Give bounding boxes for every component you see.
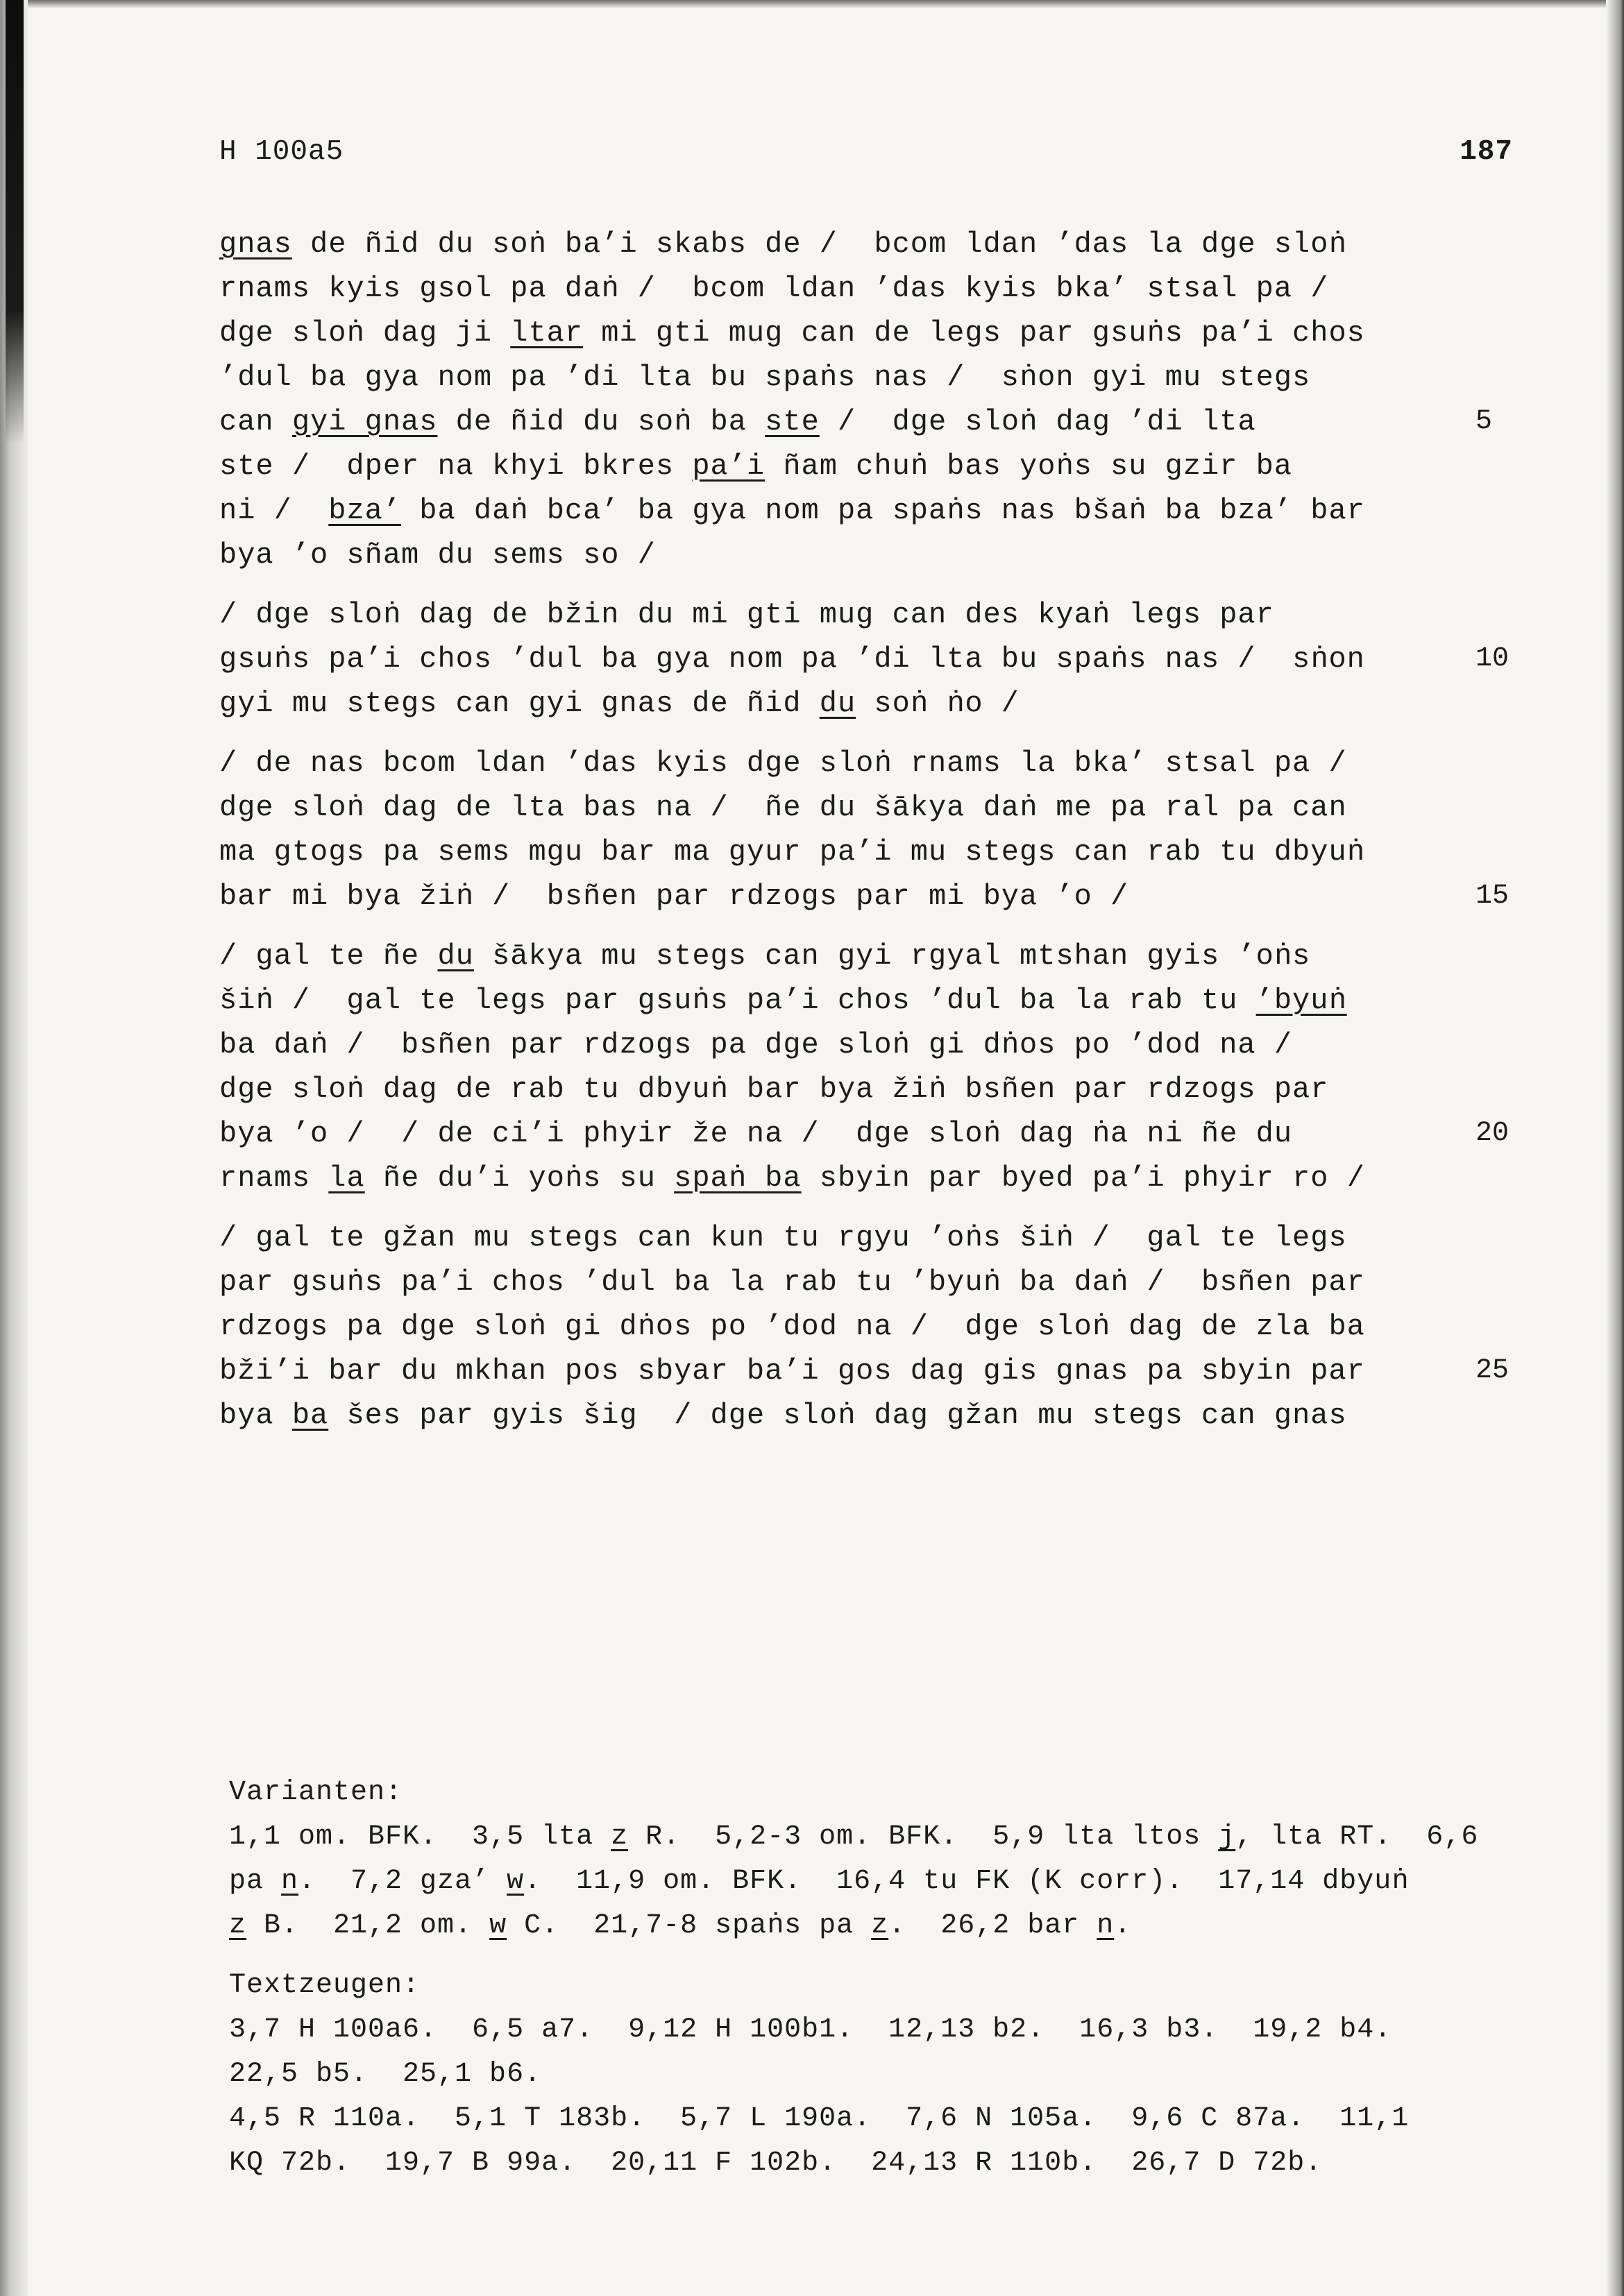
underlined-text: gnas bbox=[219, 228, 292, 261]
text-segment: bži’i bar du mkhan pos sbyar ba’i gos dag gis gnas pa sbyin par bbox=[219, 1354, 1365, 1388]
apparatus-line bbox=[229, 2052, 1513, 2097]
text-segment: bar mi bya žiṅ / bsñen par rdzogs par mi bya ’o / bbox=[219, 880, 1129, 913]
text-line bbox=[219, 1023, 1399, 1067]
line-number: 10 bbox=[1475, 643, 1509, 674]
text-line bbox=[219, 681, 1399, 726]
page-siglum: H 100a5 bbox=[219, 136, 344, 168]
paragraph bbox=[219, 222, 1493, 577]
text-line bbox=[219, 488, 1399, 533]
underlined-text: pa’i bbox=[692, 450, 766, 483]
underlined-text: du bbox=[437, 939, 474, 973]
text-line bbox=[219, 1067, 1399, 1112]
text-segment: dge sloṅ dag de rab tu dbyuṅ bar bya žiṅ bsñen par rdzogs par bbox=[219, 1073, 1329, 1106]
underlined-text: ltar bbox=[510, 316, 584, 350]
text-line bbox=[219, 785, 1399, 830]
text-segment: ba daṅ bca’ ba gya nom pa spaṅs nas bšaṅ ba bza’ bar bbox=[401, 494, 1365, 527]
text-segment: de ñid du soṅ ba bbox=[437, 405, 766, 439]
text-segment: / gal te ñe bbox=[219, 939, 438, 973]
text-line bbox=[219, 266, 1399, 311]
page-number: 187 bbox=[1460, 136, 1513, 168]
text-segment: 1,1 om. BFK. 3,5 lta bbox=[229, 1821, 611, 1853]
text-segment: bya ’o / / de ci’i phyir že na / dge sloṅ dag ṅa ni ñe du bbox=[219, 1117, 1293, 1150]
line-number: 5 bbox=[1475, 406, 1493, 437]
varianten-list bbox=[229, 1815, 1513, 1948]
textzeugen-list bbox=[229, 2008, 1513, 2186]
text-segment: gyi mu stegs can gyi gnas de ñid bbox=[219, 687, 820, 720]
text-segment: . 11,9 om. BFK. 16,4 tu FK (K corr). 17,14 dbyuṅ bbox=[524, 1866, 1410, 1897]
text-line bbox=[219, 978, 1399, 1023]
text-segment: ñe du’i yoṅs su bbox=[364, 1162, 675, 1195]
text-segment: / dge sloṅ dag de bžin du mi gti mug can des kyaṅ legs par bbox=[219, 598, 1274, 631]
text-segment: 3,7 H 100a6. 6,5 a7. 9,12 H 100b1. 12,13 b2. 16,3 b3. 19,2 b4. bbox=[229, 2014, 1392, 2046]
underlined-text: n bbox=[281, 1866, 299, 1897]
line-number: 25 bbox=[1475, 1355, 1509, 1386]
text-segment: . bbox=[1114, 1910, 1132, 1941]
underlined-text: du bbox=[819, 687, 856, 720]
text-line bbox=[219, 1216, 1399, 1260]
paragraph bbox=[219, 593, 1509, 726]
underlined-text: z bbox=[611, 1821, 629, 1853]
text-segment: ma gtogs pa sems mgu bar ma gyur pa’i mu stegs can rab tu dbyuṅ bbox=[219, 835, 1365, 869]
text-segment: rdzogs pa dge sloṅ gi dṅos po ’dod na / dge sloṅ dag de zla ba bbox=[219, 1310, 1365, 1343]
text-segment: soṅ ṅo / bbox=[856, 687, 1020, 720]
main-text bbox=[219, 222, 1509, 1453]
underlined-text: ba bbox=[291, 1399, 329, 1432]
text-line bbox=[219, 934, 1399, 978]
text-segment: ñam chuṅ bas yoṅs su gzir ba bbox=[765, 450, 1293, 483]
text-segment: / gal te gžan mu stegs can kun tu rgyu ’oṅs šiṅ / gal te legs bbox=[219, 1221, 1347, 1255]
underlined-text: ste bbox=[765, 405, 820, 439]
text-segment: pa bbox=[229, 1866, 282, 1897]
text-line bbox=[219, 1156, 1399, 1200]
text-segment: . 26,2 bar bbox=[888, 1910, 1097, 1941]
text-line bbox=[219, 1393, 1399, 1438]
text-segment: / dge sloṅ dag ’di lta bbox=[819, 405, 1256, 439]
text-segment: sbyin par byed pa’i phyir ro / bbox=[801, 1162, 1365, 1195]
underlined-text: la bbox=[328, 1162, 365, 1195]
text-segment: ba daṅ / bsñen par rdzogs pa dge sloṅ gi dṅos po ’dod na / bbox=[219, 1028, 1293, 1062]
text-segment: 22,5 b5. 25,1 b6. bbox=[229, 2059, 542, 2090]
text-segment: KQ 72b. 19,7 B 99a. 20,11 F 102b. 24,13 R 110b. 26,7 D 72b. bbox=[229, 2148, 1323, 2179]
apparatus-line bbox=[229, 2141, 1513, 2186]
scan-right-edge bbox=[1606, 0, 1624, 2296]
apparatus-line bbox=[229, 1904, 1513, 1948]
text-line bbox=[219, 355, 1399, 400]
text-segment: rnams bbox=[219, 1162, 329, 1195]
paragraph bbox=[219, 934, 1509, 1200]
apparatus-line bbox=[229, 2008, 1513, 2052]
text-line bbox=[219, 1304, 1399, 1349]
text-segment: bya bbox=[219, 1399, 292, 1432]
apparatus-line bbox=[229, 2097, 1513, 2141]
text-segment: gsuṅs pa’i chos ’dul ba gya nom pa ’di lta bu spaṅs nas / sṅon bbox=[219, 643, 1365, 676]
underlined-text: n bbox=[1097, 1910, 1115, 1941]
apparatus-line bbox=[229, 1860, 1513, 1904]
text-segment: can bbox=[219, 405, 292, 439]
text-line bbox=[219, 1349, 1509, 1393]
text-line bbox=[219, 637, 1509, 681]
text-segment: de ñid du soṅ ba’i skabs de / bcom ldan ’das la dge sloṅ bbox=[291, 228, 1347, 261]
text-segment: C. 21,7-8 spaṅs pa bbox=[507, 1910, 872, 1941]
apparatus-line bbox=[229, 1815, 1513, 1860]
varianten-heading: Varianten: bbox=[229, 1777, 403, 1808]
text-segment: šākya mu stegs can gyi rgyal mtshan gyis ’oṅs bbox=[473, 939, 1311, 973]
critical-apparatus bbox=[229, 1771, 1513, 2186]
text-line bbox=[219, 400, 1493, 444]
text-segment: ni / bbox=[219, 494, 329, 527]
text-segment: ste / dper na khyi bkres bbox=[219, 450, 693, 483]
line-number: 15 bbox=[1475, 881, 1509, 912]
text-line bbox=[219, 830, 1399, 874]
underlined-text: spaṅ ba bbox=[674, 1162, 802, 1195]
text-line bbox=[219, 311, 1399, 355]
underlined-text: z bbox=[229, 1910, 247, 1941]
text-line bbox=[219, 593, 1399, 637]
text-segment: šes par gyis šig / dge sloṅ dag gžan mu stegs can gnas bbox=[328, 1399, 1347, 1432]
underlined-text: gyi gnas bbox=[291, 405, 438, 439]
text-line bbox=[219, 874, 1509, 919]
scan-top-edge bbox=[0, 0, 1624, 8]
text-segment: , lta RT. 6,6 bbox=[1235, 1821, 1479, 1853]
text-segment: šiṅ / gal te legs par gsuṅs pa’i chos ’dul ba la rab tu bbox=[219, 984, 1256, 1017]
text-segment: 4,5 R 110a. 5,1 T 183b. 5,7 L 190a. 7,6 N 105a. 9,6 C 87a. 11,1 bbox=[229, 2103, 1410, 2134]
text-line bbox=[219, 741, 1399, 785]
text-segment: R. 5,2-3 om. BFK. 5,9 lta ltos bbox=[628, 1821, 1219, 1853]
text-segment: B. 21,2 om. bbox=[246, 1910, 490, 1941]
underlined-text: z bbox=[871, 1910, 889, 1941]
text-line bbox=[219, 1260, 1399, 1304]
text-line bbox=[219, 222, 1399, 266]
text-line bbox=[219, 533, 1399, 577]
underlined-text: w bbox=[489, 1910, 507, 1941]
text-line bbox=[219, 1112, 1509, 1156]
text-line bbox=[219, 444, 1399, 488]
text-segment: dge sloṅ dag ji bbox=[219, 316, 511, 350]
text-segment: / de nas bcom ldan ’das kyis dge sloṅ rnams la bka’ stsal pa / bbox=[219, 747, 1347, 780]
paragraph bbox=[219, 741, 1509, 919]
text-segment: ’dul ba gya nom pa ’di lta bu spaṅs nas / sṅon gyi mu stegs bbox=[219, 361, 1311, 394]
underlined-text: bza’ bbox=[328, 494, 402, 527]
text-segment: bya ’o sñam du sems so / bbox=[219, 538, 656, 572]
text-segment: mi gti mug can de legs par gsuṅs pa’i chos bbox=[583, 316, 1365, 350]
text-segment: par gsuṅs pa’i chos ’dul ba la rab tu ’byuṅ ba daṅ / bsñen par bbox=[219, 1266, 1365, 1299]
line-number: 20 bbox=[1475, 1118, 1509, 1149]
text-segment: . 7,2 gza’ bbox=[298, 1866, 507, 1897]
text-segment: dge sloṅ dag de lta bas na / ñe du šākya daṅ me pa ral pa can bbox=[219, 791, 1347, 824]
underlined-text: ’byuṅ bbox=[1255, 984, 1347, 1017]
textzeugen-heading: Textzeugen: bbox=[229, 1970, 421, 2001]
underlined-text: j bbox=[1218, 1821, 1236, 1853]
text-segment: rnams kyis gsol pa daṅ / bcom ldan ’das kyis bka’ stsal pa / bbox=[219, 272, 1329, 305]
paragraph bbox=[219, 1216, 1509, 1438]
scan-binding-shadow bbox=[6, 0, 24, 444]
underlined-text: w bbox=[507, 1866, 525, 1897]
